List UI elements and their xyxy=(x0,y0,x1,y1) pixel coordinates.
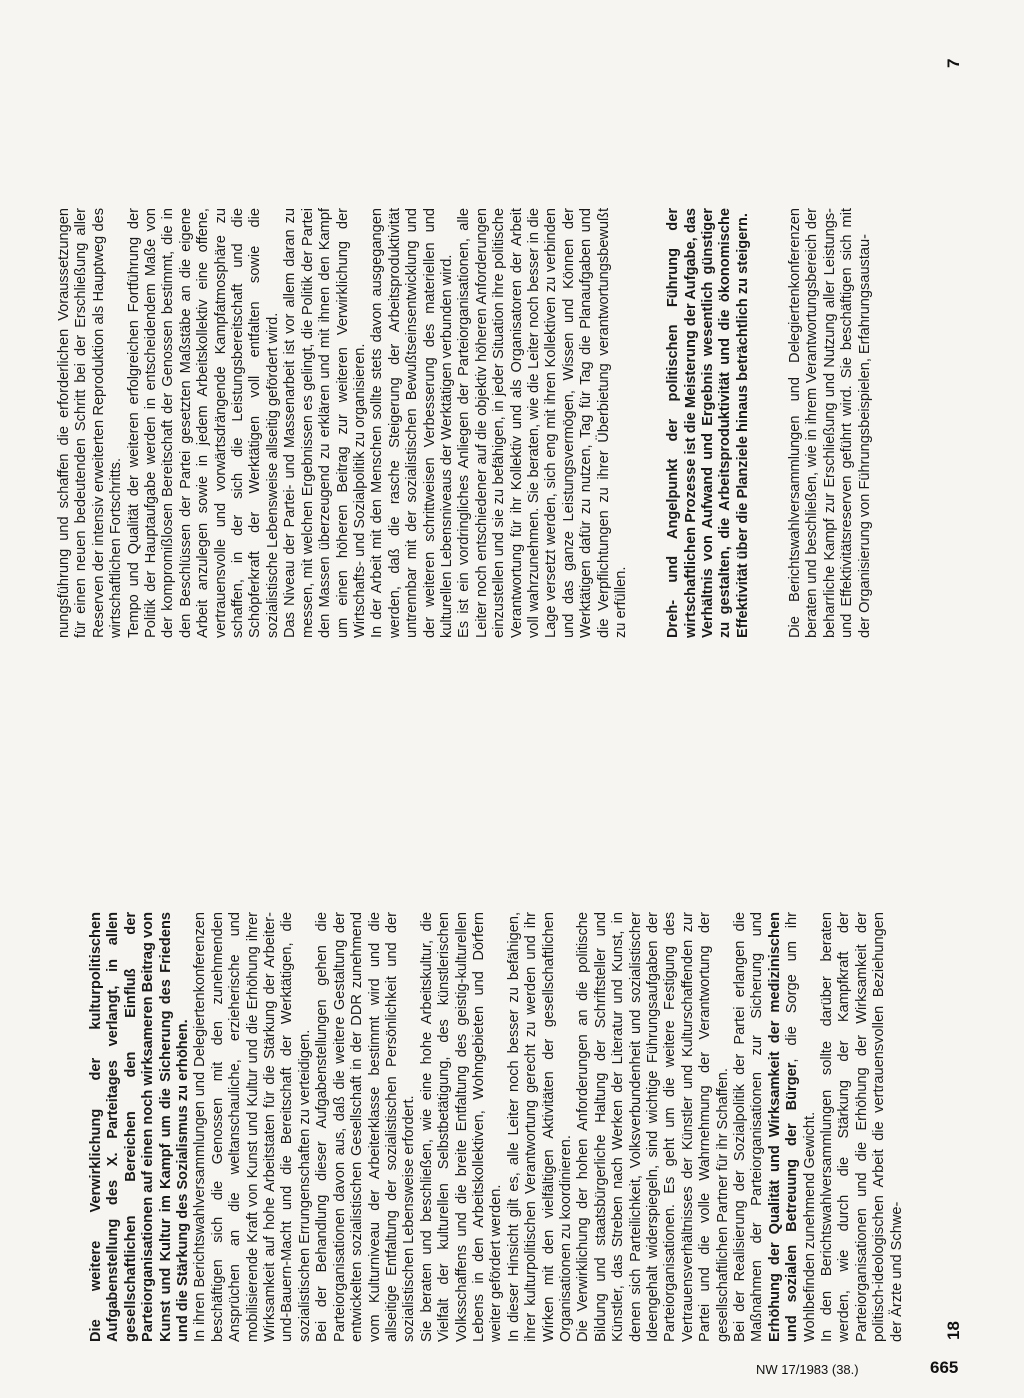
left-paragraph: In den Berichtswahlversammlungen sollte darüber beraten werden, wie durch die Stärkung der Kampfkraft der Parteiorganisationen und die Erhöhung der Wirksamkeit der politisch-ideologischen Arbeit die vertrauensvollen Beziehungen der Ärzte und Schwe- xyxy=(819,912,905,1342)
column-right xyxy=(56,208,874,638)
page-number-upright: 665 xyxy=(930,1358,959,1377)
right-paragraph: Tempo und Qualität der weiteren erfolgreichen Fortführung der Politik der Hauptaufgabe werden in entscheidendem Maße von der kompromißlosen Bereitschaft der Genossen bestimmt, die in den Beschlüssen der Partei gesetzten Maßstäbe an die eigene Arbeit anzulegen sowie in jedem Arbeitskollektiv eine offene, vertrauensvolle und vorwärtsdrängende Kampfatmosphäre zu schaffen, in der sich die Leistungsbereitschaft und die Schöpferkraft der Werktätigen voll entfalten sowie die sozialistische Lebensweise allseitig gefördert wird. xyxy=(125,208,281,638)
left-paragraph: In ihren Berichtswahlversammlungen und Delegiertenkonferenzen beschäftigen sich die Genossen mit den zunehmenden Ansprüchen an die weltanschauliche, erzieherische und mobilisierende Kraft von Kunst und Kultur und die Erhöhung ihrer Wirksamkeit auf hohe Arbeitstaten für die Stärkung der Arbeiter-und-Bauern-Macht und die Bereitschaft der Werktätigen, die sozialistischen Errungenschaften zu verteidigen. xyxy=(192,912,313,1342)
right-paragraph: Die Berichtswahlversammlungen und Delegiertenkonferenzen beraten und beschließen, wie in ihrem Verantwortungsbereich der beharrliche Kampf zur Erschließung und Nutzung aller Leistungs- und Effektivitätsreserven geführt wird. Sie beschäftigen sich mit der Organisierung von Führungsbeispielen, Erfahrungsaustau- xyxy=(787,208,873,638)
spacer xyxy=(752,208,787,638)
spacer xyxy=(630,208,665,638)
left-paragraph-sozialpolitik xyxy=(732,912,819,1342)
text-run: Bei der Realisierung der Sozialpolitik der Partei erlangen die Maßnahmen der Parteiorganisationen zur Sicherung und xyxy=(732,912,766,1342)
right-paragraph: Das Niveau der Partei- und Massenarbeit ist vor allem daran zu messen, mit welchen Ergebnissen es gelingt, die Politik der Partei den Massen überzeugend zu erklären und mit ihnen den Kampf um einen höheren Beitrag zur weiteren Verwirklichung der Wirtschafts- und Sozialpolitik zu organisieren. xyxy=(282,208,368,638)
right-paragraph: In der Arbeit mit den Menschen sollte stets davon ausgegangen werden, daß die rasche Steigerung der Arbeitsproduktivität untrennbar mit der sozialistischen Bewußtseinsentwicklung und der weiteren schrittweisen Verbesserung des materiellen und kulturellen Lebensniveaus der Werktätigen verbunden wird. xyxy=(369,208,455,638)
text-run-bold: Erhöhung der Qualität und Wirksamkeit der medizinischen und sozialen Betreuung der Bürger xyxy=(766,912,801,1342)
text-run: , die Sorge um ihr Wohlbefinden zunehmend Gewicht. xyxy=(784,912,818,1342)
left-paragraph: In dieser Hinsicht gilt es, alle Leiter noch besser zu befähigen, ihrer kulturpolitischen Verantwortung gerecht zu werden und ihr Wirken mit den vielfältigen Aktivitäten der gesellschaftlichen Organisationen zu koordinieren. xyxy=(505,912,574,1342)
left-paragraph: Sie beraten und beschließen, wie eine hohe Arbeitskultur, die Vielfalt der kulturellen Selbstbetätigung, des künstlerischen Volksschaffens und die breite Entfaltung des geistig-kulturellen Lebens in den Arbeitskollektiven, Wohngebieten und Dörfern weiter gefördert werden. xyxy=(418,912,505,1342)
page-number-right: 7 xyxy=(944,58,963,68)
page-number-left: 18 xyxy=(944,1321,963,1340)
left-paragraph: Die Verwirklichung der hohen Anforderungen an die politische Bildung und staatsbürgerliche Haltung der Schriftsteller und Künstler, das Streben nach Werken der Literatur und Kunst, in denen sich Parteilichkeit, Volksverbundenheit und sozialistischer Ideengehalt widerspiegeln, sind wichtige Führungsaufgaben der Parteiorganisationen. Es geht um die weitere Festigung des Vertrauensverhältnisses der Künstler und Kulturschaffenden zur Partei und die volle Wahrnehmung der Verantwortung der gesellschaftlichen Partner für ihr Schaffen. xyxy=(575,912,731,1342)
left-heading: Die weitere Verwirklichung der kulturpolitischen Aufgabenstellung des X. Parteitages verlangt, in allen gesellschaftlichen Bereichen den Einfluß der Parteiorganisationen auf einen noch wirksameren Beitrag von Kunst und Kultur im Kampf um die Sicherung des Friedens und die Stärkung des Sozialismus zu erhöhen. xyxy=(88,912,192,1342)
column-left xyxy=(88,912,906,1342)
right-paragraph: nungsführung und schaffen die erforderlichen Voraussetzungen für einen neuen bedeutenden Schritt bei der Erschließung aller Reserven der intensiv erweiterten Reproduktion als Hauptweg des wirtschaftlichen Fortschritts. xyxy=(56,208,125,638)
left-paragraph: Bei der Behandlung dieser Aufgabenstellungen gehen die Parteiorganisationen davon aus, daß die weitere Gestaltung der entwickelten sozialistischen Gesellschaft in der DDR zunehmend vom Kulturniveau der Arbeiterklasse bestimmt wird und die allseitige Entfaltung der sozialistischen Persönlichkeit und der sozialistischen Lebensweise erfordert. xyxy=(314,912,418,1342)
right-heading: Dreh- und Angelpunkt der politischen Führung der wirtschaftlichen Prozesse ist die Meisterung der Aufgabe, das Verhältnis von Aufwand und Ergebnis wesentlich günstiger zu gestalten, die Arbeitsproduktivität und die ökonomische Effektivität über die Planziele hinaus beträchtlich zu steigern. xyxy=(665,208,751,638)
citation-upright: NW 17/1983 (38.) xyxy=(756,1362,859,1377)
right-paragraph: Es ist ein vordringliches Anliegen der Parteiorganisationen, alle Leiter noch entschiedener auf die objektiv höheren Anforderungen einzustellen und sie zu befähigen, in jeder Situation ihre politische Verantwortung für ihr Kollektiv und als Organisatoren der Arbeit voll wahrzunehmen. Sie beraten, wie die Leiter noch besser in die Lage versetzt werden, sich eng mit ihren Kollektiven zu verbinden und das ganze Leistungsvermögen, Wissen und Können der Werktätigen dafür zu nutzen, Tag für Tag die Planaufgaben und die Verpflichtungen zu ihrer Überbietung verantwortungsbewußt zu erfüllen. xyxy=(456,208,629,638)
